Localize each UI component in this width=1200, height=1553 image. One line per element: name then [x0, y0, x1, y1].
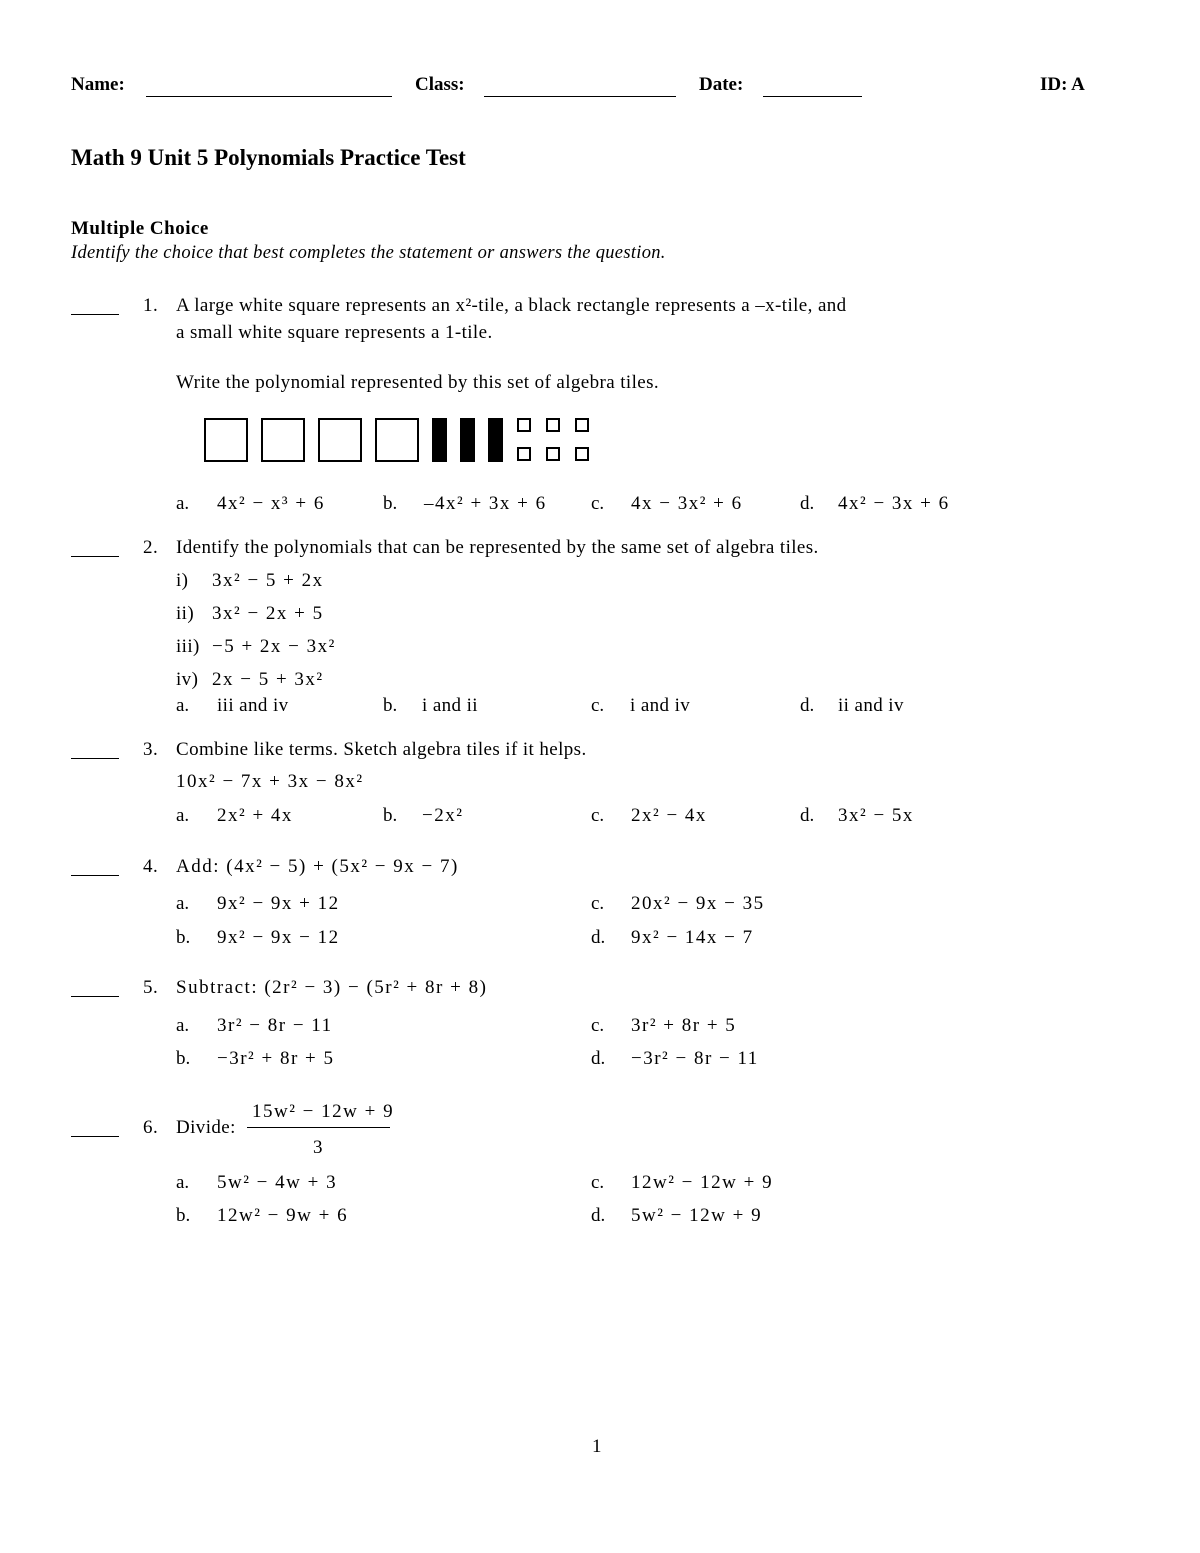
choice-b[interactable]: −2x²: [422, 805, 464, 826]
choice-letter: a.: [176, 493, 190, 514]
question-number: 3.: [143, 739, 159, 760]
choice-letter: c.: [591, 1015, 605, 1036]
choice-c[interactable]: 3r² + 8r + 5: [631, 1015, 737, 1036]
negative-x-tile: [460, 418, 475, 462]
date-blank-line[interactable]: [763, 96, 862, 97]
page-number: 1: [592, 1436, 602, 1457]
choice-letter: b.: [383, 805, 398, 826]
question-text-line1: Identify the polynomials that can be represented by the same set of algebra tiles.: [176, 537, 819, 558]
choice-letter: d.: [800, 695, 815, 716]
section-heading: Multiple Choice: [71, 218, 209, 239]
choice-a[interactable]: 3r² − 8r − 11: [217, 1015, 333, 1036]
name-label: Name:: [71, 74, 125, 95]
choice-letter: a.: [176, 695, 190, 716]
fraction-denominator: 3: [313, 1137, 324, 1158]
negative-x-tile: [432, 418, 447, 462]
question-prompt: Write the polynomial represented by this set of algebra tiles.: [176, 372, 660, 393]
choice-letter: d.: [800, 805, 815, 826]
question-expression: 10x² − 7x + 3x − 8x²: [176, 771, 364, 792]
choice-b[interactable]: i and ii: [422, 695, 478, 716]
question-text-line1: A large white square represents an x²-tile, a black rectangle represents a –x-tile, and: [176, 295, 847, 316]
question-number: 4.: [143, 856, 159, 877]
item-label: iii): [176, 636, 200, 657]
choice-c[interactable]: 20x² − 9x − 35: [631, 893, 765, 914]
choice-b[interactable]: −3r² + 8r + 5: [217, 1048, 335, 1069]
answer-blank-3[interactable]: [71, 758, 119, 759]
item-expression: 3x² − 2x + 5: [212, 603, 324, 624]
choice-letter: a.: [176, 1172, 190, 1193]
question-text-line1: Combine like terms. Sketch algebra tiles if it helps.: [176, 739, 587, 760]
answer-blank-5[interactable]: [71, 996, 119, 997]
choice-letter: b.: [176, 1205, 191, 1226]
one-tile: [575, 447, 589, 461]
choice-b[interactable]: 9x² − 9x − 12: [217, 927, 340, 948]
choice-letter: d.: [591, 1048, 606, 1069]
choice-letter: a.: [176, 805, 190, 826]
choice-a[interactable]: 2x² + 4x: [217, 805, 293, 826]
answer-blank-2[interactable]: [71, 556, 119, 557]
choice-d[interactable]: ii and iv: [838, 695, 904, 716]
x-squared-tile: [375, 418, 419, 462]
item-label: iv): [176, 669, 199, 690]
item-expression: −5 + 2x − 3x²: [212, 636, 336, 657]
choice-a[interactable]: 4x² − x³ + 6: [217, 493, 325, 514]
choice-letter: a.: [176, 893, 190, 914]
answer-blank-4[interactable]: [71, 875, 119, 876]
question-text-line2: a small white square represents a 1-tile.: [176, 322, 493, 343]
choice-b[interactable]: –4x² + 3x + 6: [424, 493, 547, 514]
name-blank-line[interactable]: [146, 96, 392, 97]
choice-letter: c.: [591, 893, 605, 914]
x-squared-tile: [261, 418, 305, 462]
one-tile: [517, 447, 531, 461]
answer-blank-6[interactable]: [71, 1136, 119, 1137]
item-expression: 2x − 5 + 3x²: [212, 669, 324, 690]
class-blank-line[interactable]: [484, 96, 676, 97]
x-squared-tile: [318, 418, 362, 462]
choice-letter: c.: [591, 805, 605, 826]
choice-d[interactable]: −3r² − 8r − 11: [631, 1048, 759, 1069]
class-label: Class:: [415, 74, 465, 95]
choice-c[interactable]: 12w² − 12w + 9: [631, 1172, 774, 1193]
choice-c[interactable]: 4x − 3x² + 6: [631, 493, 743, 514]
choice-letter: d.: [591, 1205, 606, 1226]
choice-a[interactable]: iii and iv: [217, 695, 289, 716]
choice-d[interactable]: 9x² − 14x − 7: [631, 927, 754, 948]
choice-letter: d.: [800, 493, 815, 514]
choice-a[interactable]: 9x² − 9x + 12: [217, 893, 340, 914]
choice-letter: d.: [591, 927, 606, 948]
choice-letter: b.: [383, 493, 398, 514]
question-label: Divide:: [176, 1117, 236, 1138]
item-label: i): [176, 570, 189, 591]
one-tile: [546, 418, 560, 432]
question-text-line1: Subtract: (2r² − 3) − (5r² + 8r + 8): [176, 977, 488, 998]
choice-letter: c.: [591, 695, 605, 716]
question-number: 6.: [143, 1117, 159, 1138]
fraction-numerator: 15w² − 12w + 9: [252, 1101, 395, 1122]
choice-letter: b.: [383, 695, 398, 716]
choice-b[interactable]: 12w² − 9w + 6: [217, 1205, 349, 1226]
one-tile: [517, 418, 531, 432]
choice-d[interactable]: 3x² − 5x: [838, 805, 914, 826]
test-id: ID: A: [1040, 74, 1085, 95]
item-expression: 3x² − 5 + 2x: [212, 570, 324, 591]
negative-x-tile: [488, 418, 503, 462]
choice-letter: b.: [176, 927, 191, 948]
x-squared-tile: [204, 418, 248, 462]
choice-letter: c.: [591, 493, 605, 514]
date-label: Date:: [699, 74, 744, 95]
question-number: 1.: [143, 295, 159, 316]
question-text-line1: Add: (4x² − 5) + (5x² − 9x − 7): [176, 856, 459, 877]
choice-d[interactable]: 5w² − 12w + 9: [631, 1205, 763, 1226]
item-label: ii): [176, 603, 195, 624]
page-title: Math 9 Unit 5 Polynomials Practice Test: [71, 145, 466, 170]
choice-letter: a.: [176, 1015, 190, 1036]
question-number: 2.: [143, 537, 159, 558]
section-instructions: Identify the choice that best completes the statement or answers the question.: [71, 243, 666, 263]
choice-d[interactable]: 4x² − 3x + 6: [838, 493, 950, 514]
choice-a[interactable]: 5w² − 4w + 3: [217, 1172, 338, 1193]
one-tile: [575, 418, 589, 432]
choice-c[interactable]: i and iv: [630, 695, 691, 716]
answer-blank-1[interactable]: [71, 314, 119, 315]
one-tile: [546, 447, 560, 461]
fraction-bar: [247, 1127, 390, 1128]
question-number: 5.: [143, 977, 159, 998]
choice-letter: c.: [591, 1172, 605, 1193]
choice-letter: b.: [176, 1048, 191, 1069]
choice-c[interactable]: 2x² − 4x: [631, 805, 707, 826]
